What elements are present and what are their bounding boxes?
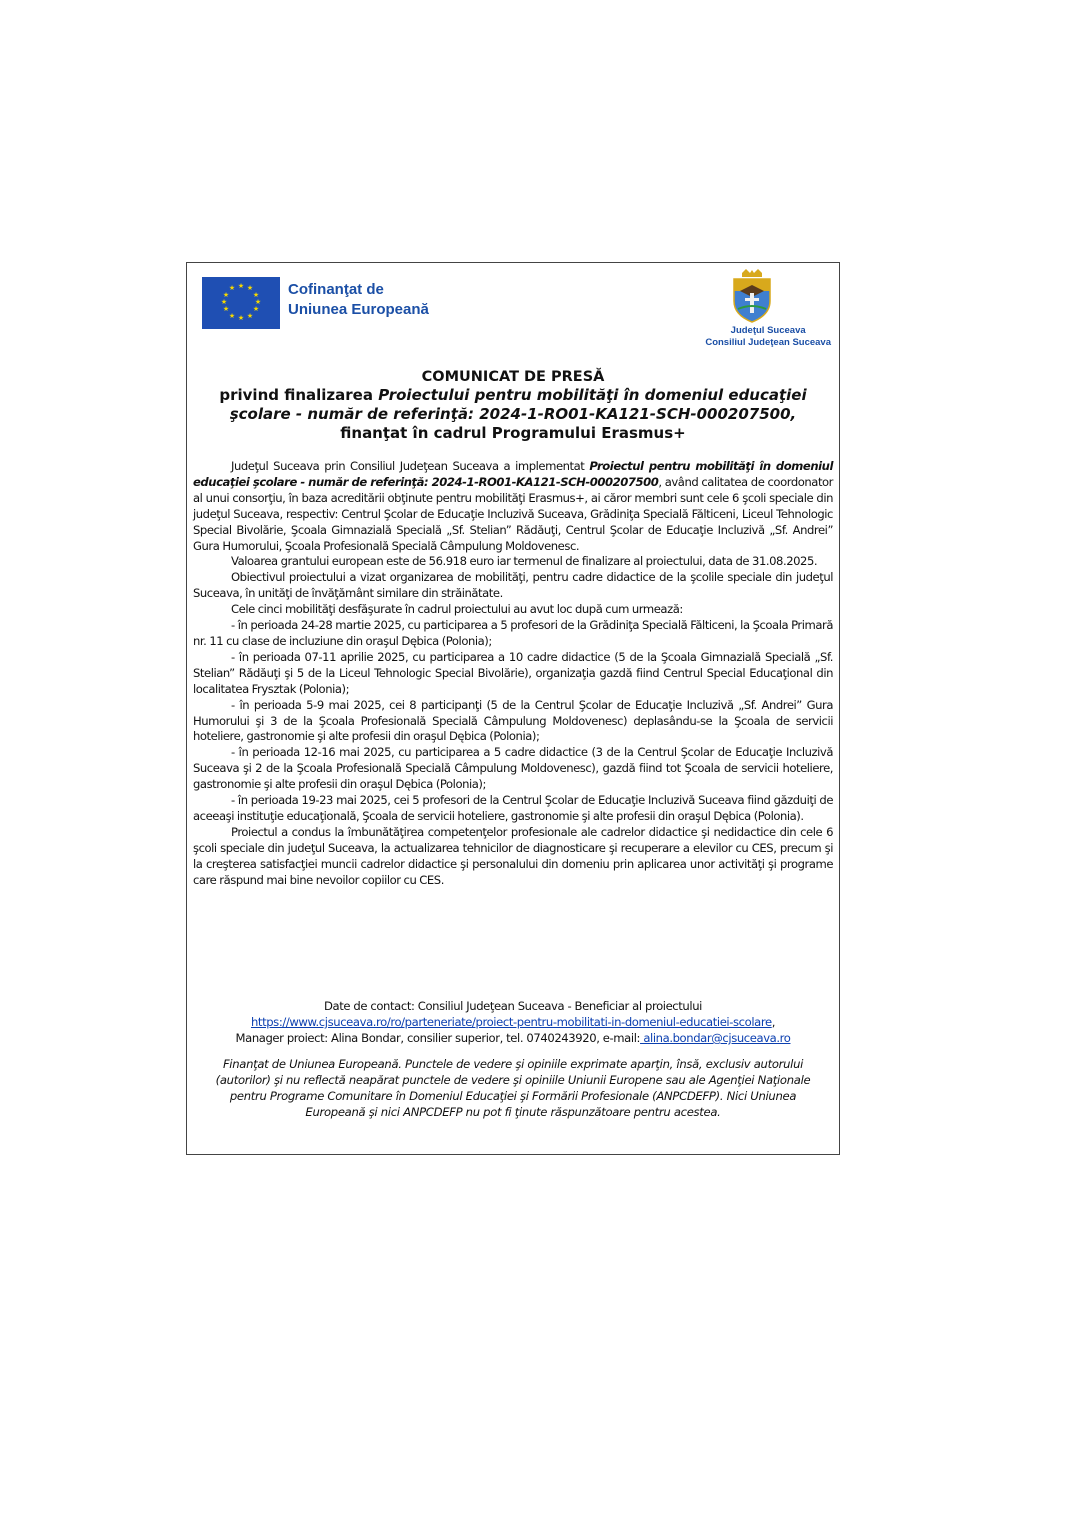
paragraph-objective: Obiectivul proiectului a vizat organizarea de mobilităţi, pentru cadre didactice de la şcolile speciale din judeţul Suceava, în unităţi de învăţământ similare din străinătate. bbox=[193, 570, 833, 601]
eu-label-line2: Uniunea Europeană bbox=[288, 301, 429, 318]
project-url-link[interactable]: https://www.cjsuceava.ro/ro/parteneriate/proiect-pentru-mobilitati-in-domeniul-educatiei-scolare bbox=[250, 1015, 772, 1029]
county-council-label bbox=[705, 325, 831, 349]
press-release-title bbox=[197, 368, 829, 443]
title-line3-italic: şcolare - număr de referinţă: 2024-1-RO01-KA121-SCH-000207500, bbox=[229, 405, 797, 423]
county-label-line1: Judeţul Suceava bbox=[730, 325, 806, 336]
press-release-frame bbox=[186, 262, 840, 1155]
title-line2-prefix: privind finalizarea bbox=[219, 386, 379, 404]
mobility-item-1: - în perioada 24-28 martie 2025, cu participarea a 5 profesori de la Grădiniţa Specială Fălticeni, la Şcoala Primară nr. 11 cu clase de incluziune din oraşul Dębica (Polonia); bbox=[193, 618, 833, 648]
eu-label-line1: Cofinanţat de bbox=[288, 281, 384, 298]
title-line2 bbox=[197, 386, 829, 405]
contact-manager-line bbox=[191, 1030, 835, 1046]
title-line2-italic: Proiectului pentru mobilităţi în domeniul educaţiei bbox=[378, 386, 807, 404]
contact-block bbox=[191, 998, 835, 1046]
mobility-item-3: - în perioada 5-9 mai 2025, cei 8 participanţi (5 de la Centrul Şcolar de Educaţie Incluzivă „Sf. Andrei” Gura Humorului şi 3 de la Şcoala Profesională Specială Câmpulung Moldovenesc) deplasându-se la Şcoala de servicii hoteliere, gastronomie şi alte profesii din oraşul Dębica (Polonia); bbox=[193, 697, 833, 744]
coat-of-arms-icon bbox=[730, 269, 774, 323]
contact-line1: Date de contact: Consiliul Judeţean Suceava - Beneficiar al proiectului bbox=[324, 999, 702, 1013]
contact-url-line bbox=[191, 1014, 835, 1030]
contact-url-suffix: , bbox=[771, 1015, 776, 1029]
contact-manager-text: Manager proiect: Alina Bondar, consilier superior, tel. 0740243920, e-mail: bbox=[235, 1031, 641, 1045]
title-main: COMUNICAT DE PRESĂ bbox=[421, 369, 605, 385]
paragraph-grant: Valoarea grantului european este de 56.918 euro iar termenul de finalizare al proiectului, data de 31.08.2025. bbox=[231, 554, 818, 569]
title-line4: finanţat în cadrul Programului Erasmus+ bbox=[340, 424, 686, 442]
paragraph-mobilities-intro: Cele cinci mobilităţi desfăşurate în cadrul proiectului au avut loc după cum urmează: bbox=[231, 602, 683, 617]
eu-cofinancing-label bbox=[288, 280, 429, 320]
paragraph-intro bbox=[193, 459, 833, 554]
project-name: Proiectul pentru mobilităţi în domeniul educaţiei şcolare - număr de referinţă: 2024-1-RO01-KA121-SCH-000207500 bbox=[193, 459, 833, 489]
email-link[interactable]: alina.bondar@cjsuceava.ro bbox=[640, 1031, 791, 1045]
eu-disclaimer: Finanţat de Uniunea Europeană. Punctele de vedere şi opiniile exprimate aparţin, însă, exclusiv autorului (autorilor) şi nu reflectă neapărat punctele de vedere şi opiniile Uniunii Europene sau ale Agenţiei Naţionale pentru Programe Comunitare în Domeniul Educaţiei şi Formării Profesionale (ANPCDEFP). Nici Uniunea Europeană şi nici ANPCDEFP nu pot fi ţinute răspunzătoare pentru acestea. bbox=[215, 1057, 811, 1119]
paragraph-outcome: Proiectul a condus la îmbunătăţirea competenţelor profesionale ale cadrelor didactice şi nedidactice din cele 6 şcoli speciale din judeţul Suceava, la actualizarea tehnicilor de diagnosticare şi recuperare a elevilor cu CES, precum şi la creşterea satisfacţiei muncii cadrelor didactice şi personalului din domeniu prin aplicarea unor activităţi şi programe care răspund mai bine nevoilor copiilor cu CES. bbox=[193, 824, 833, 887]
paragraph-intro-a: Judeţul Suceava prin Consiliul Judeţean Suceava a implementat bbox=[231, 459, 590, 473]
mobility-item-4: - în perioada 12-16 mai 2025, cu participarea a 5 cadre didactice (3 de la Centrul Şcolar de Educaţie Incluzivă Suceava şi 2 de la Şcoala Profesională Specială Câmpulung Moldovenesc), gazdă fiind tot Şcoala de servicii hoteliere, gastronomie şi alte profesii din oraşul Dębica (Polonia); bbox=[193, 745, 833, 792]
paragraph-intro-c: , având calitatea de coordonator al unui consorţiu, în baza acreditării obţinute pentru mobilităţi Erasmus+, ai căror membri sunt cele 6 şcoli speciale din judeţul Suceava, respectiv: Centrul Şcolar de Educaţie Incluzivă Suceava, Grădiniţa Specială Fălticeni, Liceul Tehnologic Special Bivolărie, Şcoala Gimnazială Specială „Sf. Stelian” Rădăuţi, Centrul Şcolar de Educaţie Incluzivă „Sf. Andrei” Gura Humorului, Şcoala Profesională Specială Câmpulung Moldovenesc. bbox=[193, 474, 833, 553]
mobility-item-5: - în perioada 19-23 mai 2025, cei 5 profesori de la Centrul Şcolar de Educaţie Incluzivă Suceava fiind găzduiţi de aceeaşi instituţie educaţională, Şcoala de servicii hoteliere, gastronomie şi alte profesii din oraşul Dębica (Polonia). bbox=[193, 793, 833, 823]
press-release-body bbox=[193, 459, 833, 888]
eu-flag-icon: ★ ★ ★ ★ ★ ★ ★ ★ ★ ★ ★ ★ bbox=[202, 277, 280, 329]
title-line3 bbox=[197, 405, 829, 424]
mobility-item-2: - în perioada 07-11 aprilie 2025, cu participarea a 10 cadre didactice (5 de la Şcoala Gimnazială Specială „Sf. Stelian” Rădăuţi şi 5 de la Liceul Tehnologic Special Bivolărie), organizaţia gazdă fiind Centrul Special Educaţional din localitatea Frysztak (Polonia); bbox=[193, 649, 833, 696]
county-label-line2: Consiliul Judeţean Suceava bbox=[705, 337, 831, 348]
